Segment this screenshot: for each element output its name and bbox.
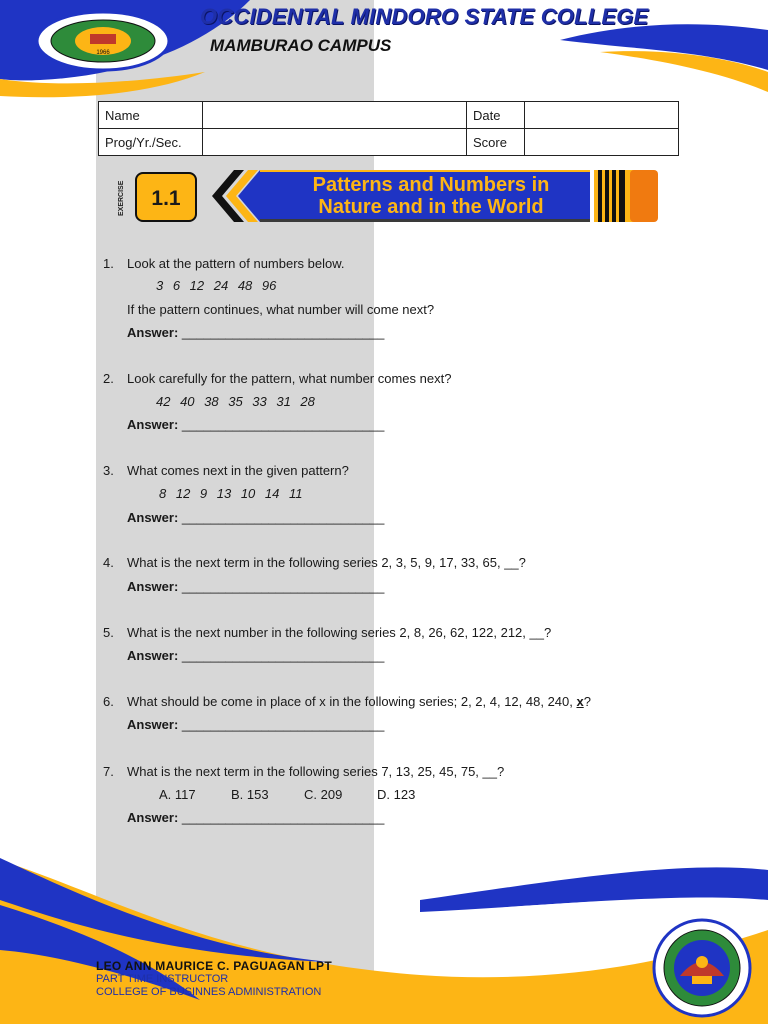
question-number: 6. [103,694,114,709]
question-1-sequence: 3 6 12 24 48 96 [156,278,277,293]
choice-b[interactable]: B. 153 [231,787,269,802]
answer-line-7[interactable] [127,809,384,827]
exercise-title [276,174,586,218]
student-info-table [98,101,679,156]
footer-signature [96,960,332,999]
question-2 [103,370,451,388]
score-label: Score [467,129,525,156]
answer-blank[interactable]: ____________________________ [181,648,385,663]
question-3 [103,462,349,480]
college-seal-logo [34,10,172,72]
question-1-extra: If the pattern continues, what number will come next? [127,302,435,317]
prog-field[interactable] [203,129,467,156]
question-number: 5. [103,625,114,640]
answer-line-4[interactable] [127,578,384,596]
answer-label: Answer: [127,417,179,432]
question-number: 3. [103,463,114,478]
answer-blank[interactable]: ____________________________ [181,810,385,825]
answer-label: Answer: [127,510,179,525]
date-field[interactable] [525,102,679,129]
question-text-end: ? [583,694,591,709]
college-name: OCCIDENTAL MINDORO STATE COLLEGE [200,4,649,29]
answer-blank[interactable]: ____________________________ [181,717,385,732]
exercise-number: 1.1 [135,172,197,222]
exercise-header [118,170,660,226]
exercise-title-line1: Patterns and Numbers in [312,174,550,196]
question-6 [103,693,591,711]
answer-label: Answer: [127,717,179,732]
name-field[interactable] [203,102,467,129]
question-text: What comes next in the given pattern? [127,463,349,478]
answer-line-1[interactable] [127,324,384,342]
campus-name: MAMBURAO CAMPUS [210,36,392,55]
answer-label: Answer: [127,325,179,340]
question-number: 2. [103,371,114,386]
question-5 [103,624,551,642]
answer-blank[interactable]: ____________________________ [181,325,385,340]
question-text: What is the next term in the following series 7, 13, 25, 45, 75, __? [127,764,505,779]
question-7 [103,763,504,781]
question-text: What is the next number in the following series 2, 8, 26, 62, 122, 212, __? [127,625,552,640]
answer-label: Answer: [127,579,179,594]
choice-a[interactable]: A. 117 [159,787,196,802]
answer-line-2[interactable] [127,416,384,434]
answer-blank[interactable]: ____________________________ [181,579,385,594]
prog-label: Prog/Yr./Sec. [99,129,203,156]
question-number: 7. [103,764,114,779]
answer-label: Answer: [127,648,179,663]
question-1 [103,255,345,273]
question-4 [103,554,526,572]
question-text: What should be come in place of x in the following series; 2, 2, 4, 12, 48, 240, [127,694,577,709]
date-label: Date [467,102,525,129]
college-seal-logo-bottom [650,918,754,1018]
answer-blank[interactable]: ____________________________ [181,510,385,525]
svg-text:1966: 1966 [96,50,110,56]
question-text: What is the next term in the following series 2, 3, 5, 9, 17, 33, 65, __? [127,555,526,570]
question-variable-x: x [576,694,584,709]
score-field[interactable] [525,129,679,156]
exercise-tag: EXERCISE [118,180,125,216]
question-2-sequence: 42 40 38 35 33 31 28 [156,394,315,409]
question-text: Look at the pattern of numbers below. [127,256,345,271]
instructor-role: PART TIME INSTRUCTOR [96,973,229,985]
choice-d[interactable]: D. 123 [377,787,416,802]
answer-blank[interactable]: ____________________________ [181,417,385,432]
question-number: 1. [103,256,114,271]
question-number: 4. [103,555,114,570]
name-label: Name [99,102,203,129]
chevron-arrows-icon [204,170,264,222]
answer-line-6[interactable] [127,716,384,734]
answer-line-3[interactable] [127,509,384,527]
instructor-name: LEO ANN MAURICE C. PAGUAGAN LPT [96,959,332,973]
stripes-decoration [594,170,658,222]
choice-c[interactable]: C. 209 [304,787,343,802]
answer-label: Answer: [127,810,179,825]
answer-line-5[interactable] [127,647,384,665]
question-text: Look carefully for the pattern, what number comes next? [127,371,452,386]
exercise-title-line2: Nature and in the World [318,196,544,218]
question-3-sequence: 8 12 9 13 10 14 11 [159,486,303,501]
instructor-college: COLLEGE OF BUSINNES ADMINISTRATION [96,986,322,998]
question-7-choices [159,786,415,804]
